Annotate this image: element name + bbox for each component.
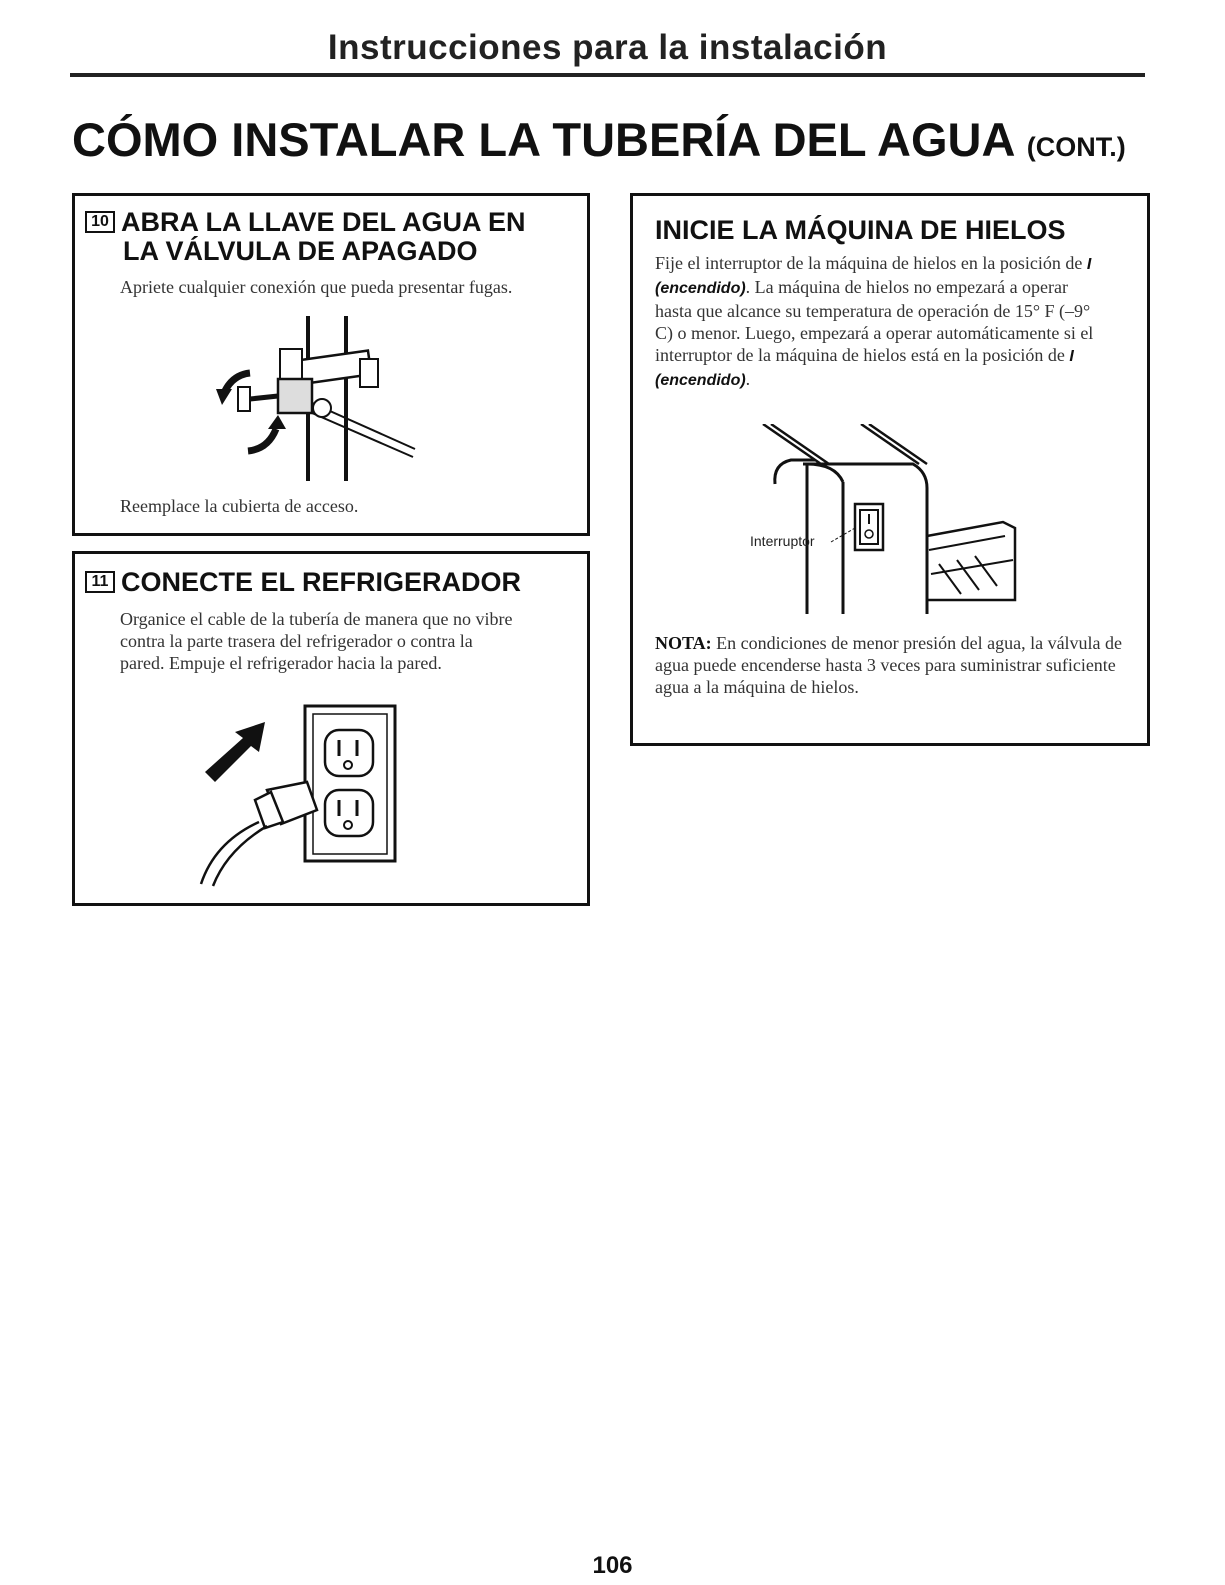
step-11-text: Organice el cable de la tubería de manera que no vibre contra la parte trasera del refrigerador o contra la pared. Empuje el refrigerador hacia la pared. [120, 609, 513, 673]
step-10-text: Apriete cualquier conexión que pueda presentar fugas. [120, 277, 513, 297]
section-title [72, 112, 1126, 167]
note-label: NOTA: [655, 633, 712, 653]
icemaker-text-part2: . La máquina de hielos no empezará a operar hasta que alcance su temperatura de operación de 15° F (–9° C) o menor. Luego, empezará a operar automáticamente si el interruptor de la máquina de hielos está en la posición de [655, 277, 1094, 365]
icemaker-note [655, 632, 1125, 698]
water-valve-illustration [210, 311, 425, 486]
switch-callout-label: Interruptor [750, 533, 815, 549]
step-10-title-line2: LA VÁLVULA DE APAGADO [123, 236, 478, 266]
step-11-box [72, 551, 590, 906]
note-text: En condiciones de menor presión del agua, la válvula de agua puede encenderse hasta 3 veces para suministrar suficiente agua a la máquina de hielos. [655, 633, 1123, 697]
header-rule [70, 73, 1145, 77]
step-10-title [85, 208, 526, 266]
icemaker-on-label-2: I (encendido) [655, 348, 1074, 389]
icemaker-on-label: I (encendido) [655, 256, 1092, 297]
icemaker-text [655, 252, 1095, 392]
section-title-text: CÓMO INSTALAR LA TUBERÍA DEL AGUA [72, 113, 1014, 166]
icemaker-box [630, 193, 1150, 746]
step-10-title-line1: ABRA LA LLAVE DEL AGUA EN [121, 207, 526, 237]
page-header [70, 28, 1145, 68]
step-10-caption: Reemplace la cubierta de acceso. [120, 496, 359, 516]
step-11-title [85, 568, 521, 597]
page-number: 106 [592, 1552, 633, 1579]
icemaker-text-part1: Fije el interruptor de la máquina de hielos en la posición de [655, 253, 1083, 273]
icemaker-title: INICIE LA MÁQUINA DE HIELOS [655, 215, 1066, 245]
icemaker-illustration [743, 424, 1023, 614]
step-11-number: 11 [85, 571, 115, 593]
step-11-title-text: CONECTE EL REFRIGERADOR [121, 567, 522, 597]
page-header-title: Instrucciones para la instalación [327, 28, 888, 67]
step-10-number: 10 [85, 211, 115, 233]
section-title-suffix: (CONT.) [1026, 132, 1126, 162]
wall-outlet-illustration [185, 702, 405, 887]
step-10-box [72, 193, 590, 536]
icemaker-end-period: . [745, 369, 751, 389]
